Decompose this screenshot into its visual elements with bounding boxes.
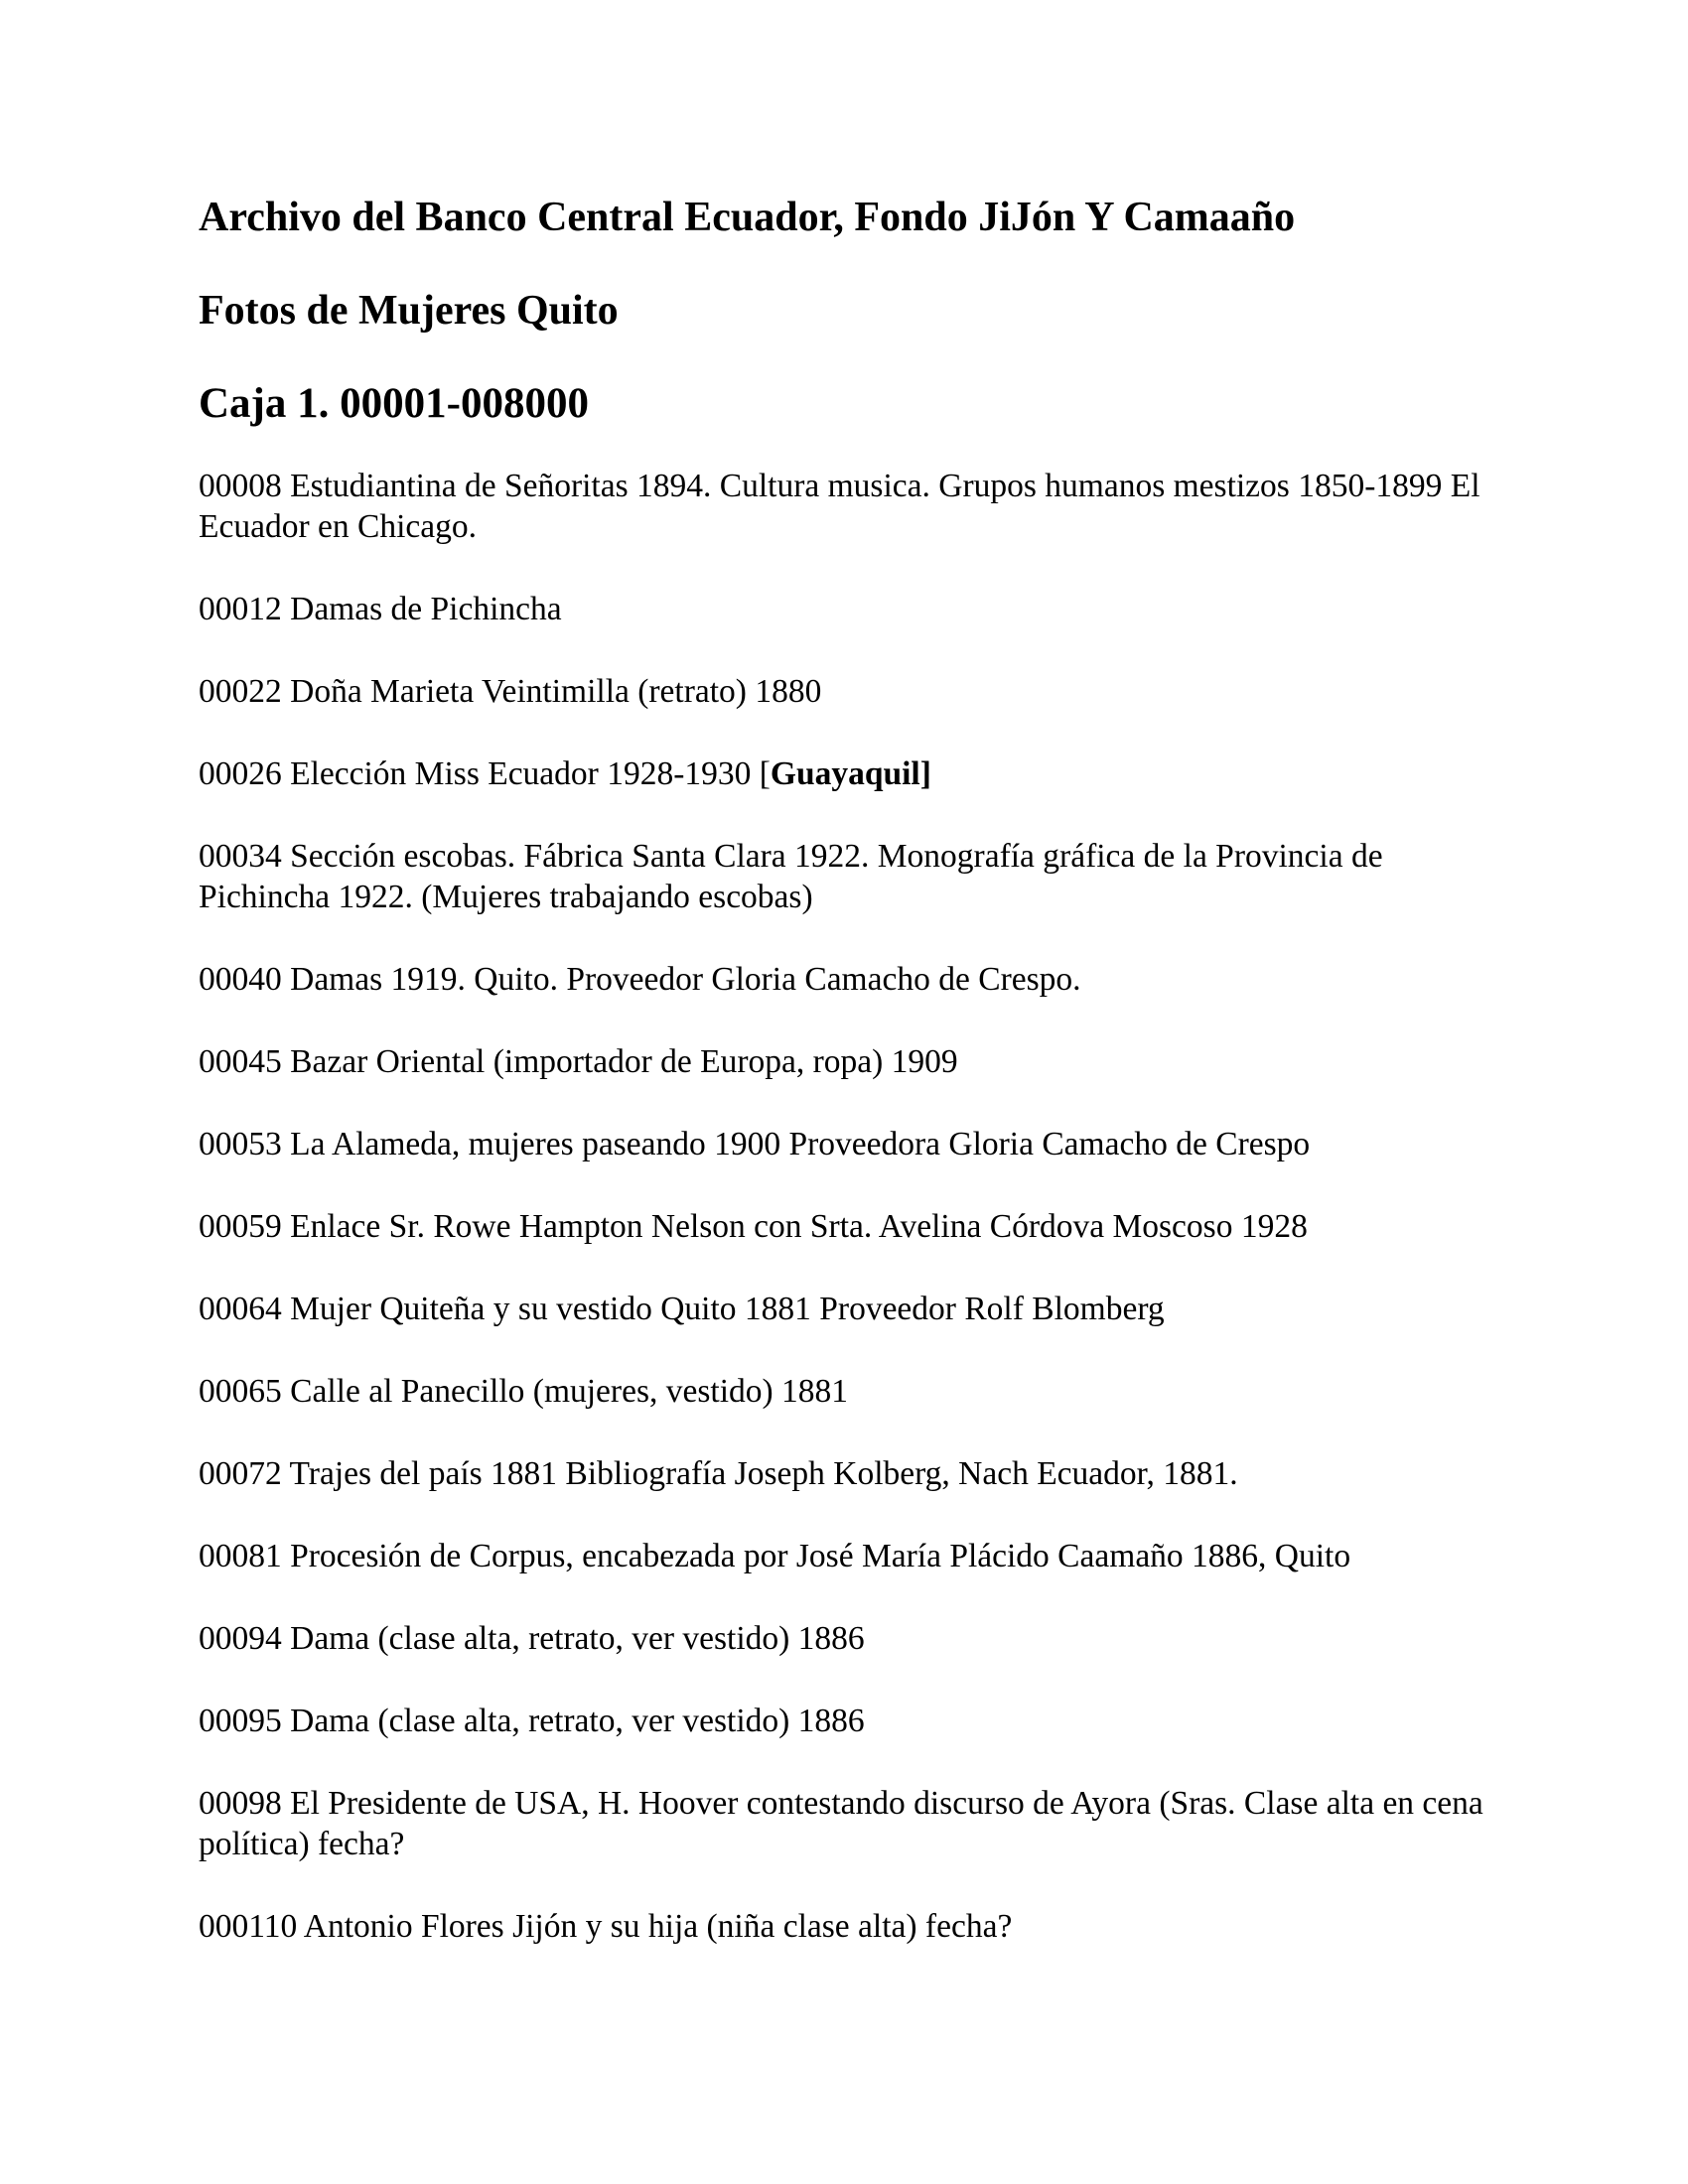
photo-entry	[199, 1783, 1489, 1864]
entry-text: 00012 Damas de Pichincha	[199, 591, 562, 627]
entry-text: 00095 Dama (clase alta, retrato, ver vestido) 1886	[199, 1703, 865, 1739]
photo-entry	[199, 753, 1489, 794]
entry-text: 00045 Bazar Oriental (importador de Europa, ropa) 1909	[199, 1043, 958, 1080]
photo-entry	[199, 671, 1489, 712]
photo-entry	[199, 959, 1489, 1000]
photo-entry	[199, 1371, 1489, 1412]
entry-text: 00081 Procesión de Corpus, encabezada por José María Plácido Caamaño 1886, Quito	[199, 1538, 1351, 1574]
entry-text: 00053 La Alameda, mujeres paseando 1900 Proveedora Gloria Camacho de Crespo	[199, 1126, 1311, 1162]
entry-text: 00064 Mujer Quiteña y su vestido Quito 1881 Proveedor Rolf Blomberg	[199, 1291, 1165, 1327]
entry-text: 00094 Dama (clase alta, retrato, ver vestido) 1886	[199, 1620, 865, 1657]
document-title: Archivo del Banco Central Ecuador, Fondo JiJón Y Camaaño	[199, 195, 1296, 240]
photo-entry	[199, 589, 1489, 629]
entry-text: 00040 Damas 1919. Quito. Proveedor Gloria Camacho de Crespo.	[199, 961, 1081, 998]
photo-entry	[199, 1124, 1489, 1164]
photo-entry	[199, 1453, 1489, 1494]
entry-text: 00059 Enlace Sr. Rowe Hampton Nelson con Srta. Avelina Córdova Moscoso 1928	[199, 1208, 1308, 1245]
photo-entry	[199, 1618, 1489, 1659]
photo-entry	[199, 1536, 1489, 1576]
entry-text: 000110 Antonio Flores Jijón y su hija (niña clase alta) fecha?	[199, 1908, 1013, 1945]
photo-entry	[199, 1041, 1489, 1082]
photo-entry	[199, 1701, 1489, 1741]
box-heading: Caja 1. 00001-008000	[199, 380, 589, 427]
document-page	[199, 194, 1489, 1988]
document-subtitle: Fotos de Mujeres Quito	[199, 288, 619, 334]
photo-entry	[199, 1289, 1489, 1329]
photo-entry	[199, 836, 1489, 917]
photo-entry-list	[199, 466, 1489, 1947]
photo-entry	[199, 466, 1489, 547]
entry-location-bold: Guayaquil]	[770, 755, 931, 792]
entry-text: 00034 Sección escobas. Fábrica Santa Clara 1922. Monografía gráfica de la Provincia de Pichincha 1922. (Mujeres trabajando escobas)	[199, 838, 1383, 915]
entry-text: 00026 Elección Miss Ecuador 1928-1930 [	[199, 755, 771, 792]
entry-text: 00008 Estudiantina de Señoritas 1894. Cultura musica. Grupos humanos mestizos 1850-1899 El Ecuador en Chicago.	[199, 468, 1480, 545]
entry-text: 00072 Trajes del país 1881 Bibliografía Joseph Kolberg, Nach Ecuador, 1881.	[199, 1455, 1238, 1492]
entry-text: 00022 Doña Marieta Veintimilla (retrato) 1880	[199, 673, 822, 710]
photo-entry	[199, 1906, 1489, 1947]
photo-entry	[199, 1206, 1489, 1247]
entry-text: 00098 El Presidente de USA, H. Hoover contestando discurso de Ayora (Sras. Clase alta en cena política) fecha?	[199, 1785, 1483, 1862]
entry-text: 00065 Calle al Panecillo (mujeres, vestido) 1881	[199, 1373, 849, 1410]
